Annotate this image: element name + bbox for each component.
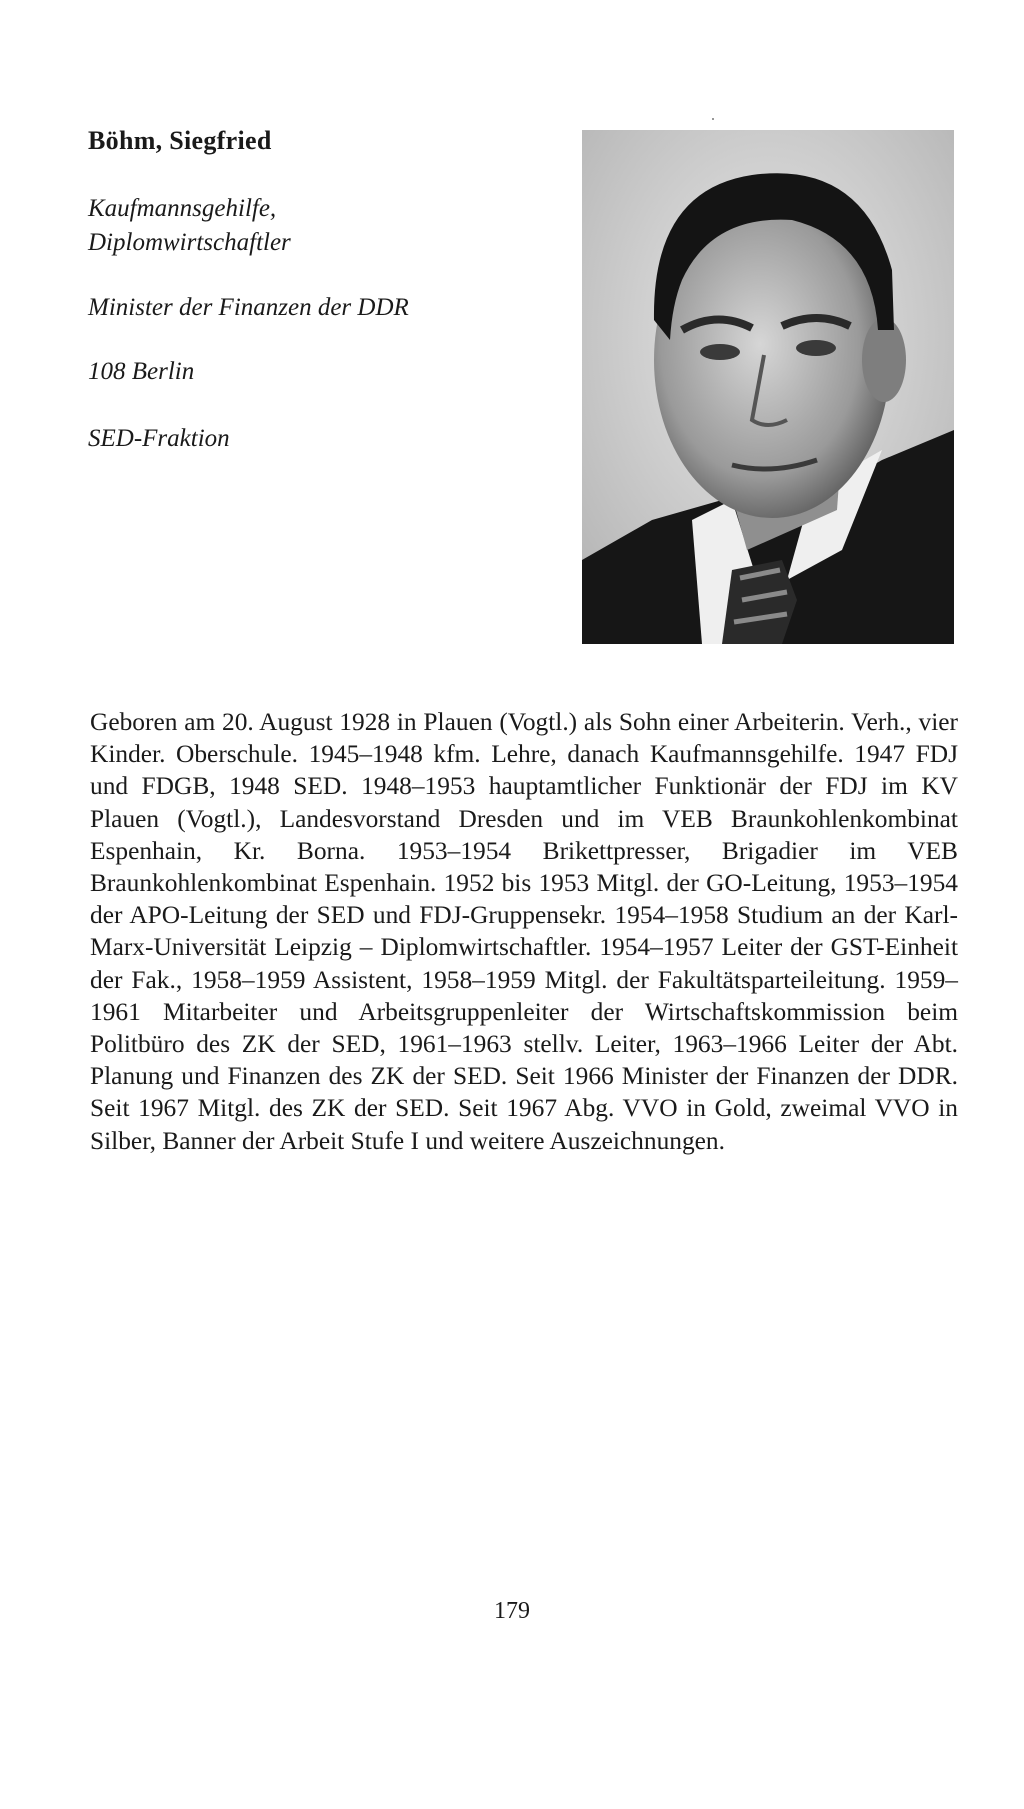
occupation-line-1: Kaufmannsgehilfe, [88, 195, 277, 222]
entry-faction: SED-Fraktion [88, 425, 230, 452]
entry-city: 108 Berlin [88, 358, 195, 385]
portrait-photo [582, 130, 954, 644]
page-number: 179 [494, 1598, 530, 1624]
portrait-image [582, 130, 954, 644]
occupation-line-2: Diplomwirtschaftler [88, 229, 291, 256]
print-speck [712, 118, 714, 120]
entry-name: Böhm, Siegfried [88, 126, 272, 155]
entry-position: Minister der Finanzen der DDR [88, 294, 409, 321]
entry-occupation [88, 192, 291, 260]
entry-biography: Geboren am 20. August 1928 in Plauen (Vogtl.) als Sohn einer Arbeiterin. Verh., vier Kinder. Oberschule. 1945–1948 kfm. Lehre, danach Kaufmannsgehilfe. 1947 FDJ und FDGB, 1948 SED. 1948–1953 hauptamtlicher Funktionär der FDJ im KV Plauen (Vogtl.), Landesvorstand Dresden und im VEB Braunkohlenkombinat Espenhain, Kr. Borna. 1953–1954 Brikettpresser, Brigadier im VEB Braunkohlenkombinat Espenhain. 1952 bis 1953 Mitgl. der GO-Leitung, 1953–1954 der APO-Leitung der SED und FDJ-Gruppensekr. 1954–1958 Studium an der Karl-Marx-Universität Leipzig – Diplomwirtschaftler. 1954–1957 Leiter der GST-Einheit der Fak., 1958–1959 Assistent, 1958–1959 Mitgl. der Fakultätsparteileitung. 1959–1961 Mitarbeiter und Arbeitsgruppenleiter der Wirtschaftskommission beim Politbüro des ZK der SED, 1961–1963 stellv. Leiter, 1963–1966 Leiter der Abt. Planung und Finanzen des ZK der SED. Seit 1966 Minister der Finanzen der DDR. Seit 1967 Mitgl. des ZK der SED. Seit 1967 Abg. VVO in Gold, zweimal VVO in Silber, Banner der Arbeit Stufe I und weitere Auszeichnungen. [90, 708, 958, 1155]
